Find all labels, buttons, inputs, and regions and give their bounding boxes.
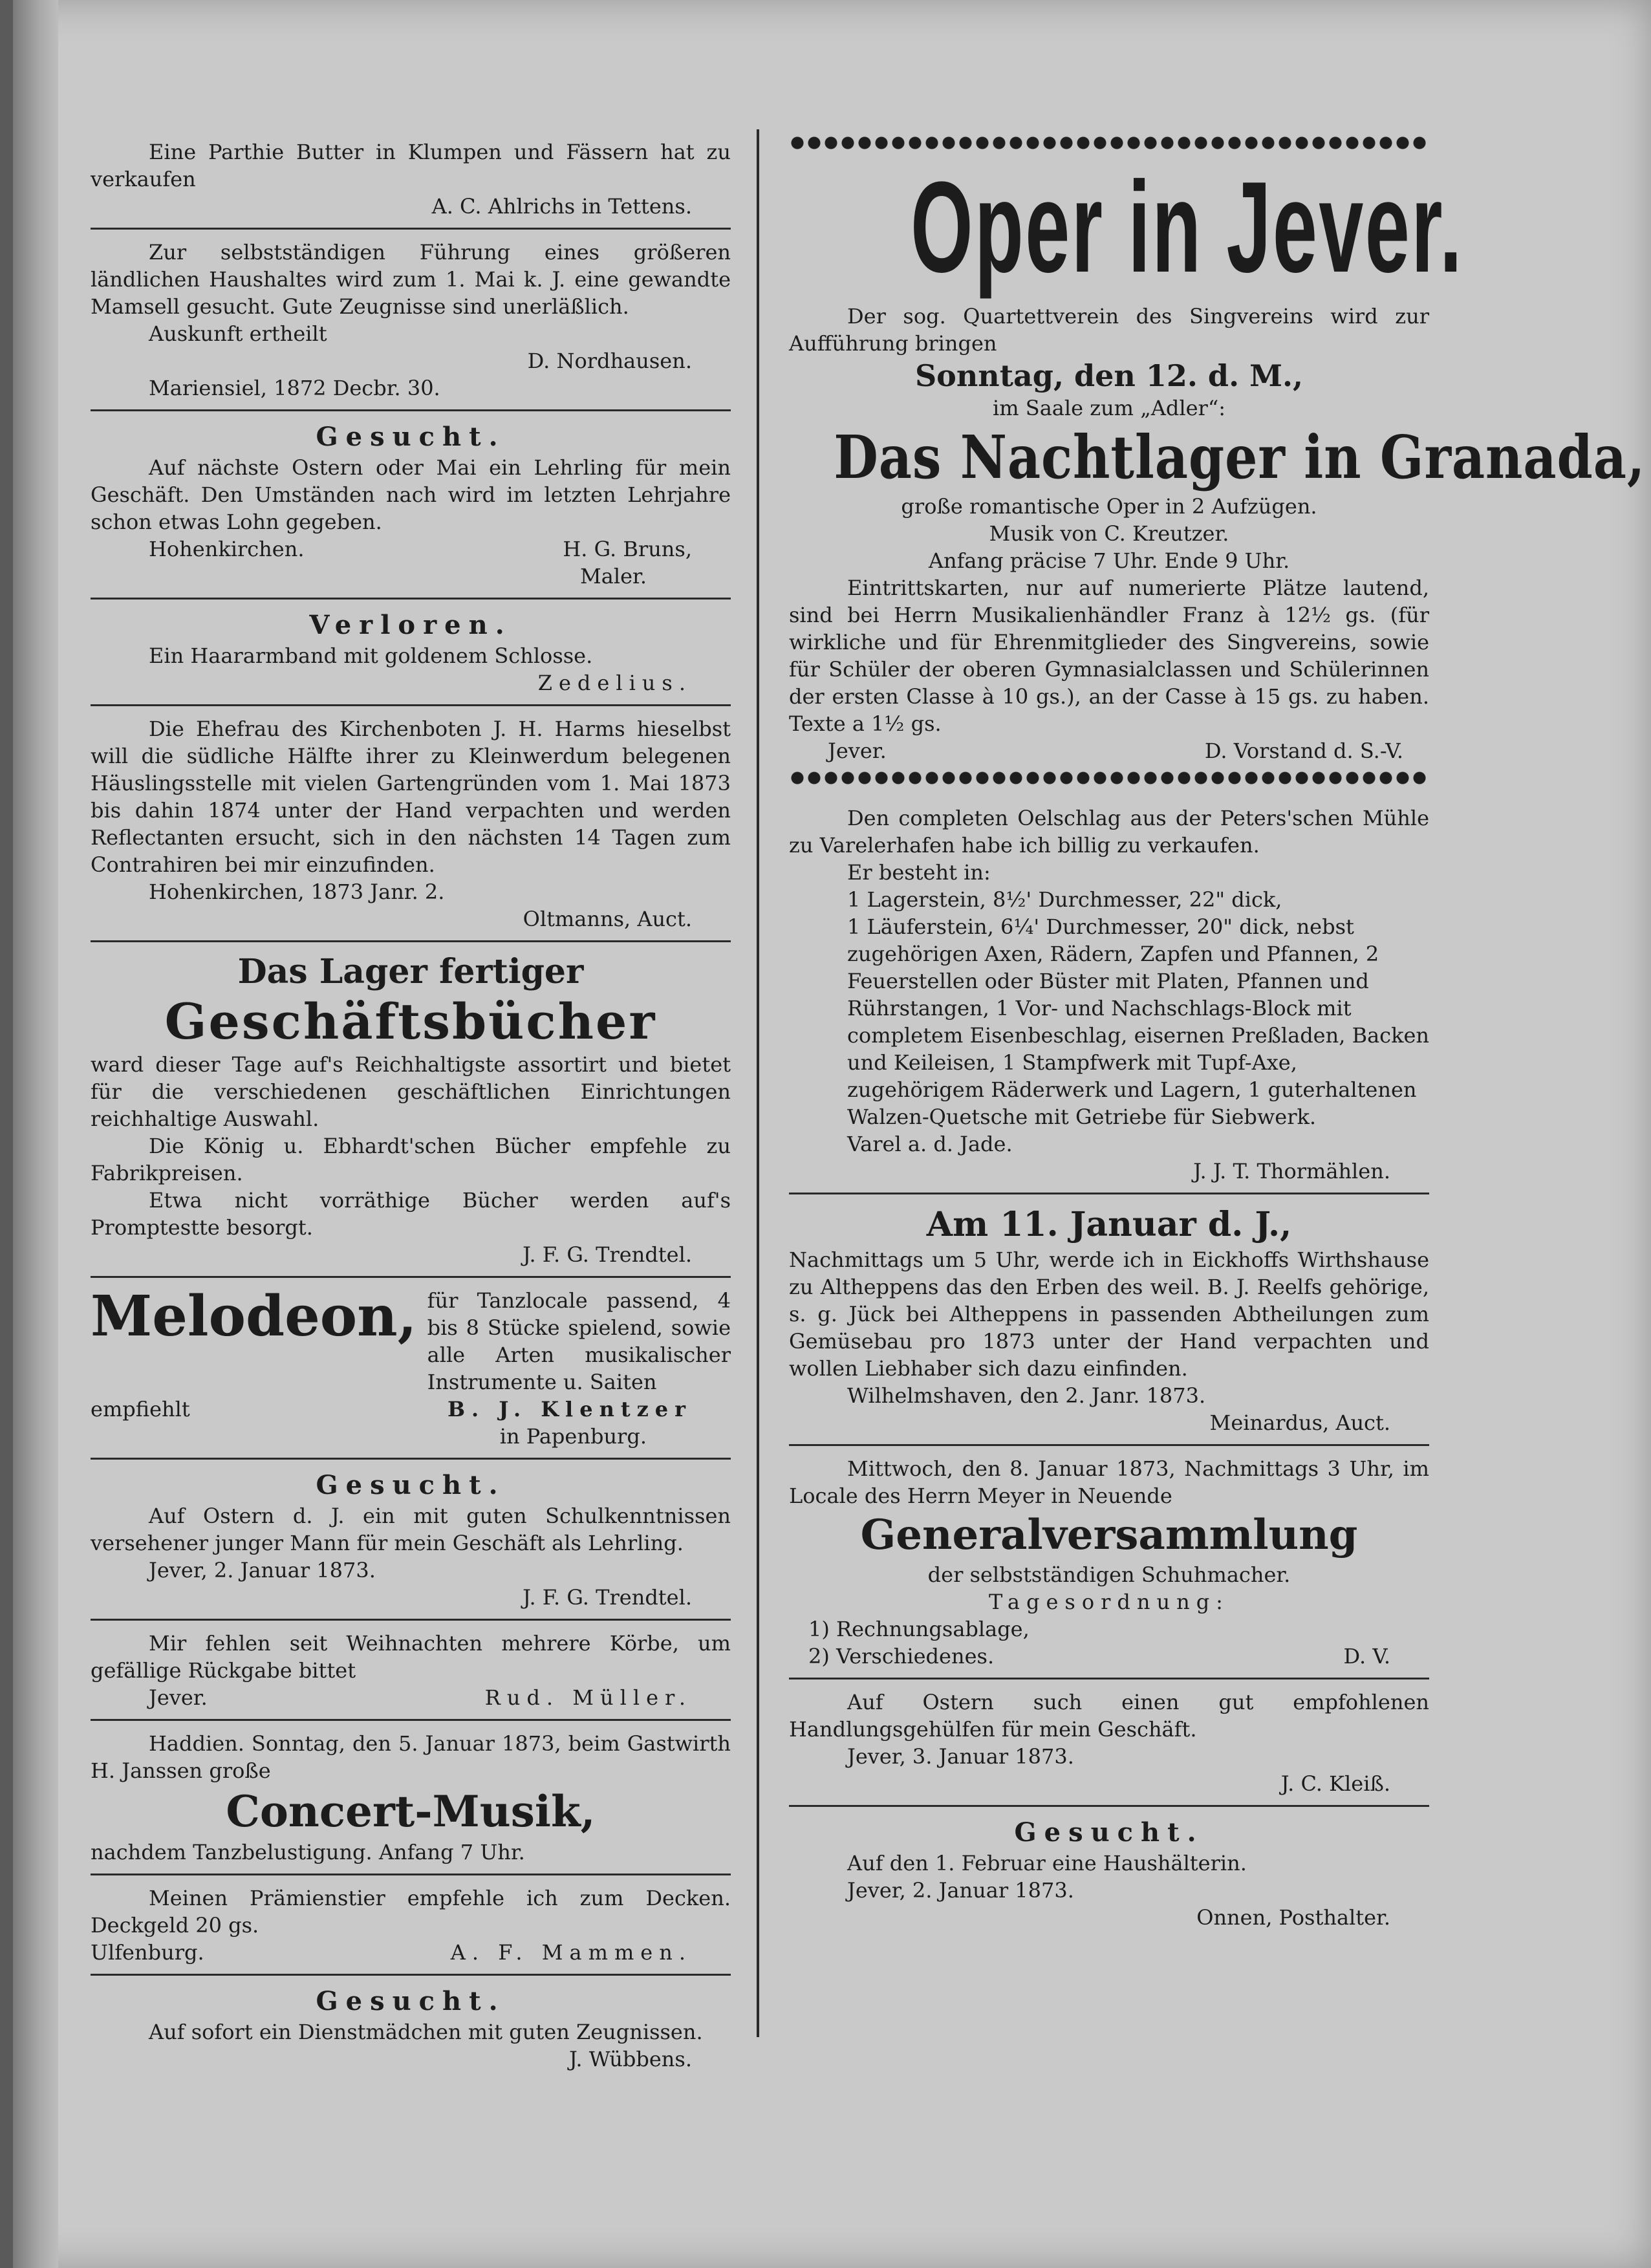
ad-place-sign-row [91, 1939, 731, 1966]
ad-date: Mariensiel, 1872 Decbr. 30. [149, 376, 440, 400]
dotted-rule [789, 770, 1429, 786]
left-column [91, 129, 731, 2080]
ad-signature: D. Vorstand d. S.-V. [1204, 739, 1403, 763]
ad-text: ward dieser Tage auf's Reichhaltigste assortirt und bietet für die verschiedenen geschäftlichen Einrichtungen reichhaltige Auswahl. [91, 1052, 731, 1131]
ad-text: Eintrittskarten, nur auf numerierte Plätze lautend, sind bei Herrn Musikalienhändler Franz à 12½ gs. (für wirkliche und für Ehrenmitglieder des Singvereins, sowie für Schüler der oberen Gymnasialclassen und Schülerinnen der ersten Classe à 10 gs.), an der Casse à 15 gs. zu haben. Texte a 1½ gs. [789, 576, 1429, 736]
ad-heading: Verloren. [309, 610, 512, 640]
ad-text: Die König u. Ebhardt'schen Bücher empfehle zu Fabrikpreisen. [91, 1134, 731, 1185]
ad-concert [91, 1721, 731, 1875]
ad-butter [91, 129, 731, 230]
ad-text: Auf sofort ein Dienstmädchen mit guten Zeugnissen. [149, 2020, 703, 2044]
ad-text: nachdem Tanzbelustigung. Anfang 7 Uhr. [91, 1840, 525, 1864]
ad-place: Hohenkirchen. [149, 537, 305, 561]
ad-haushaelterin [789, 1807, 1429, 1939]
ad-place-sign-row [91, 1684, 731, 1711]
ad-text: Ein Haararmband mit goldenem Schlosse. [149, 643, 593, 668]
ad-stier [91, 1875, 731, 1976]
ad-kleiss [789, 1679, 1429, 1807]
ad-place-sign-row [789, 737, 1429, 764]
ad-text: der selbstständigen Schuhmacher. [927, 1562, 1291, 1587]
ad-signature: B. J. Klentzer [447, 1397, 692, 1421]
ad-geschaeftsbuecher [91, 942, 731, 1278]
ad-date: Jever, 2. Januar 1873. [847, 1878, 1074, 1903]
agenda-heading: Tagesordnung: [989, 1590, 1229, 1614]
book-spine [13, 0, 58, 2268]
ad-date: Jever, 3. Januar 1873. [847, 1744, 1074, 1769]
ad-gesucht-dienstmaedchen [91, 1976, 731, 2080]
ad-venue: im Saale zum „Adler“: [993, 396, 1225, 420]
ad-signature: Rud. Müller. [484, 1685, 692, 1710]
ad-signature: J. F. G. Trendtel. [523, 1242, 692, 1267]
agenda-item: 2) Verschiedenes. [808, 1644, 995, 1669]
ad-text: Er besteht in: [847, 860, 991, 885]
ad-heading: Am 11. Januar d. J., [926, 1205, 1292, 1244]
ad-text: Nachmittags um 5 Uhr, werde ich in Eickhoffs Wirthshause zu Altheppens das den Erben des weil. B. J. Reelfs gehörige, s. g. Jück bei Altheppens in passenden Abtheilungen zum Gemüsebau pro 1873 unter der Hand verpachten und wollen Liebhaber sich dazu einfinden. [789, 1247, 1429, 1381]
ad-heading-large: Generalversammlung [860, 1511, 1358, 1559]
ad-text: Auf nächste Ostern oder Mai ein Lehrling für mein Geschäft. Den Umständen nach wird im letzten Lehrjahre schon etwas Lohn gegeben. [91, 455, 731, 534]
ad-date-heading: Sonntag, den 12. d. M., [914, 358, 1304, 393]
ad-heading: Gesucht. [316, 1986, 506, 2016]
ad-signature: J. Wübbens. [569, 2047, 692, 2071]
ad-verpachtung [789, 1194, 1429, 1446]
ad-generalversammlung [789, 1446, 1429, 1679]
ad-signature: Oltmanns, Auct. [523, 907, 692, 931]
ad-text: Die Ehefrau des Kirchenboten J. H. Harms hieselbst will die südliche Hälfte ihrer zu Kleinwerdum belegenen Häuslingsstelle mit vielen Gartengründen vom 1. Mai 1873 bis dahin 1874 unter der Hand verpachten und werden Reflectanten ersucht, sich in den nächsten 14 Tagen zum Contrahiren bei mir einzufinden. [91, 717, 731, 877]
list-item: 1 Läuferstein, 6¼' Durchmesser, 20" dick, nebst zugehörigen Axen, Rädern, Zapfen und Pfannen, 2 Feuerstellen oder Büster mit Platen, Pfannen und Rührstangen, 1 Vor- und Nachschlags-Block mit completem Eisenbeschlag, eisernen Preßladen, Backen und Keileisen, 1 Stampfwerk mit Tupf-Axe, zugehörigem Räderwerk und Lagern, 1 guterhaltenen Walzen-Quetsche mit Getriebe für Siebwerk. [847, 914, 1430, 1129]
ad-text: Auf den 1. Februar eine Haushälterin. [847, 1851, 1247, 1875]
ad-gesucht-lehrling [91, 411, 731, 599]
ad-mamsell [91, 230, 731, 411]
ad-place-sign-row [91, 535, 731, 563]
ad-place: Jever. [149, 1685, 208, 1710]
ad-text: empfiehlt [91, 1397, 190, 1421]
column-divider [757, 129, 759, 2037]
item-list [847, 886, 1429, 1130]
ad-verloren [91, 599, 731, 706]
ad-date: Jever, 2. Januar 1873. [149, 1558, 376, 1582]
oper-title: Oper in Jever. [911, 155, 1464, 299]
ad-koerbe [91, 1621, 731, 1721]
ad-signature: J. F. G. Trendtel. [523, 1585, 692, 1610]
ad-text: für Tanzlocale passend, 4 bis 8 Stücke spielend, sowie alle Arten musikalischer Instrumente u. Saiten [427, 1288, 731, 1394]
ad-signature: A. F. Mammen. [450, 1940, 692, 1965]
ad-heading-large: Geschäftsbücher [164, 993, 657, 1050]
ad-role: Maler. [580, 564, 647, 589]
ad-text: Der sog. Quartettverein des Singvereins wird zur Aufführung bringen [789, 304, 1429, 356]
ad-place: Varel a. d. Jade. [847, 1132, 1013, 1156]
ad-harms [91, 706, 731, 942]
ad-oper [789, 135, 1646, 795]
ad-signature: H. G. Bruns, [563, 537, 692, 561]
ad-text: Musik von C. Kreutzer. [989, 521, 1229, 546]
ad-heading: Das Lager fertiger [237, 952, 584, 991]
ad-text: Auf Ostern d. J. ein mit guten Schulkenntnissen versehener junger Mann für mein Geschäft als Lehrling. [91, 1504, 731, 1555]
ad-heading-large: Melodeon, [91, 1284, 417, 1349]
ad-signature: Meinardus, Auct. [1209, 1410, 1390, 1435]
ad-signature: J. J. T. Thormählen. [1193, 1159, 1390, 1183]
ad-text: Den completen Oelschlag aus der Peters'schen Mühle zu Varelerhafen habe ich billig zu verkaufen. [789, 806, 1429, 858]
ad-signature: A. C. Ahlrichs in Tettens. [431, 194, 692, 219]
ad-place: in Papenburg. [499, 1424, 647, 1449]
newspaper-page [13, 0, 1651, 2268]
ad-signature: D. Nordhausen. [527, 349, 692, 373]
ad-place: Ulfenburg. [91, 1940, 204, 1965]
ad-text: Meinen Prämienstier empfehle ich zum Decken. Deckgeld 20 gs. [91, 1886, 731, 1938]
ad-heading: Gesucht. [316, 422, 506, 452]
ad-text: Eine Parthie Butter in Klumpen und Fässern hat zu verkaufen [91, 140, 731, 191]
agenda-row [789, 1643, 1429, 1670]
ad-text: Etwa nicht vorräthige Bücher werden auf's Promptestte besorgt. [91, 1188, 731, 1240]
ad-text: große romantische Oper in 2 Aufzügen. [901, 494, 1317, 519]
ad-text: Mittwoch, den 8. Januar 1873, Nachmittags 3 Uhr, im Locale des Herrn Meyer in Neuende [789, 1456, 1429, 1508]
list-item: 1 Lagerstein, 8½' Durchmesser, 22" dick, [847, 887, 1282, 912]
melodeon-row [91, 1284, 731, 1396]
dotted-rule [789, 135, 1429, 151]
ad-text: Auf Ostern such einen gut empfohlenen Handlungsgehülfen für mein Geschäft. [789, 1690, 1429, 1742]
ad-date: Hohenkirchen, 1873 Janr. 2. [149, 880, 445, 904]
opera-name: Das Nachtlager in Granada, [834, 422, 1646, 492]
right-column [789, 129, 1646, 1939]
ad-heading: Gesucht. [1014, 1817, 1204, 1848]
ad-signature: Zedelius. [537, 671, 692, 695]
ad-text: Zur selbstständigen Führung eines größeren ländlichen Haushaltes wird zum 1. Mai k. J. eine gewandte Mamsell gesucht. Gute Zeugnisse sind unerläßlich. [91, 240, 731, 319]
ad-info: Auskunft ertheilt [149, 321, 327, 346]
ad-text: Haddien. Sonntag, den 5. Januar 1873, beim Gastwirth H. Janssen große [91, 1731, 731, 1783]
ad-heading-large: Concert-Musik, [226, 1786, 596, 1837]
agenda-item: 1) Rechnungsablage, [808, 1617, 1030, 1641]
ad-heading: Gesucht. [316, 1470, 506, 1500]
ad-signature: J. C. Kleiß. [1280, 1771, 1390, 1796]
ad-signature: Onnen, Posthalter. [1196, 1905, 1390, 1930]
ad-melodeon [91, 1278, 731, 1460]
ad-text: Mir fehlen seit Weihnachten mehrere Körbe, um gefällige Rückgabe bittet [91, 1631, 731, 1683]
ad-signature: D. V. [1343, 1644, 1390, 1669]
ad-gesucht-mann [91, 1460, 731, 1621]
ad-oelschlag [789, 795, 1429, 1194]
ad-place: Jever. [828, 739, 887, 763]
ad-sign-row [91, 1396, 731, 1423]
ad-date: Wilhelmshaven, den 2. Janr. 1873. [847, 1383, 1206, 1408]
ad-time: Anfang präcise 7 Uhr. Ende 9 Uhr. [928, 548, 1290, 573]
